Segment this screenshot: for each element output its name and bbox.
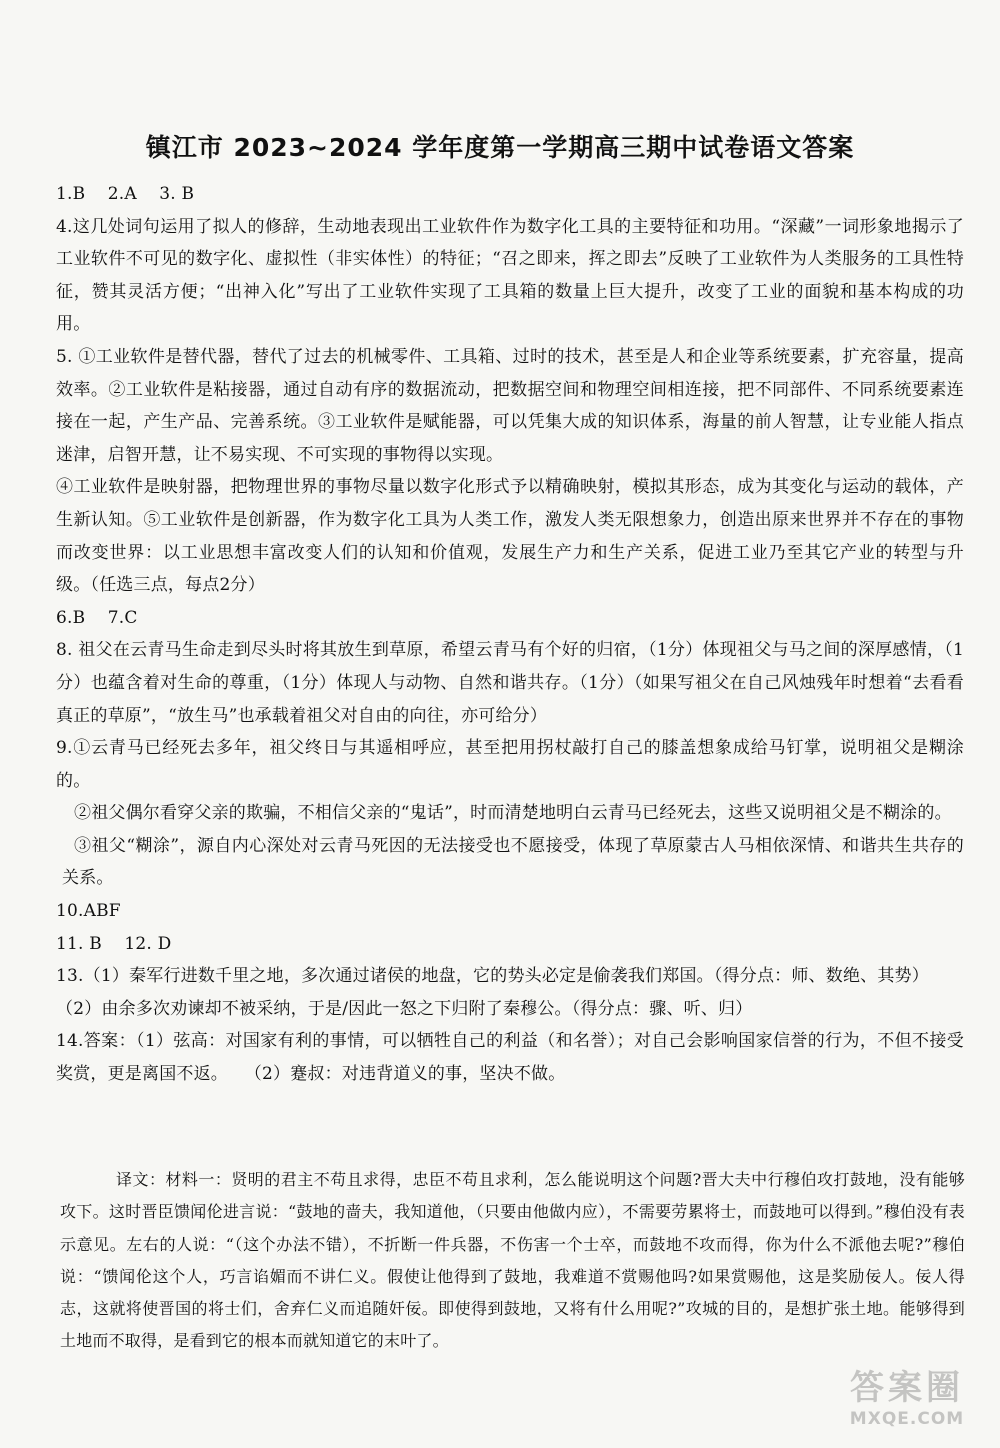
- answer-q13-part2: （2）由余多次劝谏却不被采纳，于是/因此一怒之下归附了秦穆公。（得分点：骤、听、归）: [56, 998, 753, 1019]
- answer-q5-part1: 5. ①工业软件是替代器，替代了过去的机械零件、工具箱、过时的技术，甚至是人和企业等系统要素，扩充容量，提高效率。②工业软件是粘接器，通过自动有序的数据流动，把数据空间和物理空间相连接，把不同部件、不同系统要素连接在一起，产生产品、完善系统。③工业软件是赋能器，可以凭集大成的知识体系，海量的前人智慧，让专业能人指点迷津，启智开慧，让不易实现、不可实现的事物得以实现。: [56, 346, 964, 465]
- answer-q14: 14.答案：（1）弦高：对国家有利的事情，可以牺牲自己的利益（和名誉）；对自己会影响国家信誉的行为，不但不接受奖赏，更是离国不返。 （2）蹇叔：对违背道义的事，坚决不做。: [56, 1031, 964, 1085]
- answer-q1-3: 1.B 2.A 3. B: [56, 184, 195, 204]
- answer-q5-part2: ④工业软件是映射器，把物理世界的事物尽量以数字化形式予以精确映射，模拟其形态，成为其变化与运动的载体，产生新认知。⑤工业软件是创新器，作为数字化工具为人类工作，激发人类无限想象力，创造出原来世界并不存在的事物而改变世界：以工业思想丰富改变人们的认知和价值观，发展生产力和生产关系，促进工业乃至其它产业的转型与升级。（任选三点，每点2分）: [56, 477, 964, 596]
- translation-paragraph: 译文：材料一：贤明的君主不苟且求得，忠臣不苟且求利，怎么能说明这个问题?晋大夫中行穆伯攻打鼓地，没有能够攻下。这时晋臣馈闻伦进言说：“鼓地的啬夫，我知道他，（只要由他做内应），不需要劳累将士，而鼓地可以得到。”穆伯没有表示意见。左右的人说：“（这个办法不错），不折断一件兵器，不伤害一个士卒，而鼓地不攻而得，你为什么不派他去呢?”穆伯说：“馈闻伦这个人，巧言谄媚而不讲仁义。假使让他得到了鼓地，我难道不赏赐他吗?如果赏赐他，这是奖励佞人。佞人得志，这就将使晋国的将士们，舍弃仁义而追随奸佞。即使得到鼓地，又将有什么用呢?”攻城的目的，是想扩张土地。能够得到土地而不取得，是看到它的根本而就知道它的末叶了。: [60, 1170, 965, 1351]
- answer-q11-12: 11. B 12. D: [56, 933, 172, 954]
- answer-body: [56, 178, 964, 1091]
- answer-q9-point3: ③祖父“糊涂”，源自内心深处对云青马死因的无法接受也不愿接受，体现了草原蒙古人马相依深情、和谐共生共存的关系。: [62, 835, 964, 889]
- watermark-url-text: MXQE.COM: [849, 1409, 965, 1429]
- watermark-main-text: 答案圈: [850, 1368, 964, 1408]
- watermark-logo: [832, 1368, 982, 1440]
- translation-section: [60, 1164, 965, 1358]
- answer-q10: 10.ABF: [56, 901, 121, 922]
- answer-q9-point1: 9.①云青马已经死去多年，祖父终日与其遥相呼应，甚至把用拐杖敲打自己的膝盖想象成给马钉掌，说明祖父是糊涂的。: [56, 738, 964, 791]
- answer-q6-7: 6.B 7.C: [56, 607, 138, 628]
- document-title: 镇江市 2023~2024 学年度第一学期高三期中试卷语文答案: [145, 133, 855, 162]
- answer-q13-part1: 13.（1）秦军行进数千里之地，多次通过诸侯的地盘，它的势头必定是偷袭我们郑国。（得分点：师、数绝、其势）: [56, 966, 929, 987]
- answer-q4: 4.这几处词句运用了拟人的修辞，生动地表现出工业软件作为数字化工具的主要特征和功用。“深藏”一词形象地揭示了工业软件不可见的数字化、虚拟性（非实体性）的特征；“召之即来，挥之即去”反映了工业软件为人类服务的工具性特征，赞其灵活方便；“出神入化”写出了工业软件实现了工具箱的数量上巨大提升，改变了工业的面貌和基本构成的功用。: [56, 216, 964, 335]
- answer-q8: 8. 祖父在云青马生命走到尽头时将其放生到草原，希望云青马有个好的归宿，（1分）体现祖父与马之间的深厚感情，（1分）也蕴含着对生命的尊重，（1分）体现人与动物、自然和谐共存。（1分）（如果写祖父在自己风烛残年时想着“去看看真正的草原”，“放生马”也承载着祖父对自由的向往，亦可给分）: [56, 640, 964, 726]
- answer-q9-point2: ②祖父偶尔看穿父亲的欺骗，不相信父亲的“鬼话”，时而清楚地明白云青马已经死去，这些又说明祖父是不糊涂的。: [74, 803, 952, 824]
